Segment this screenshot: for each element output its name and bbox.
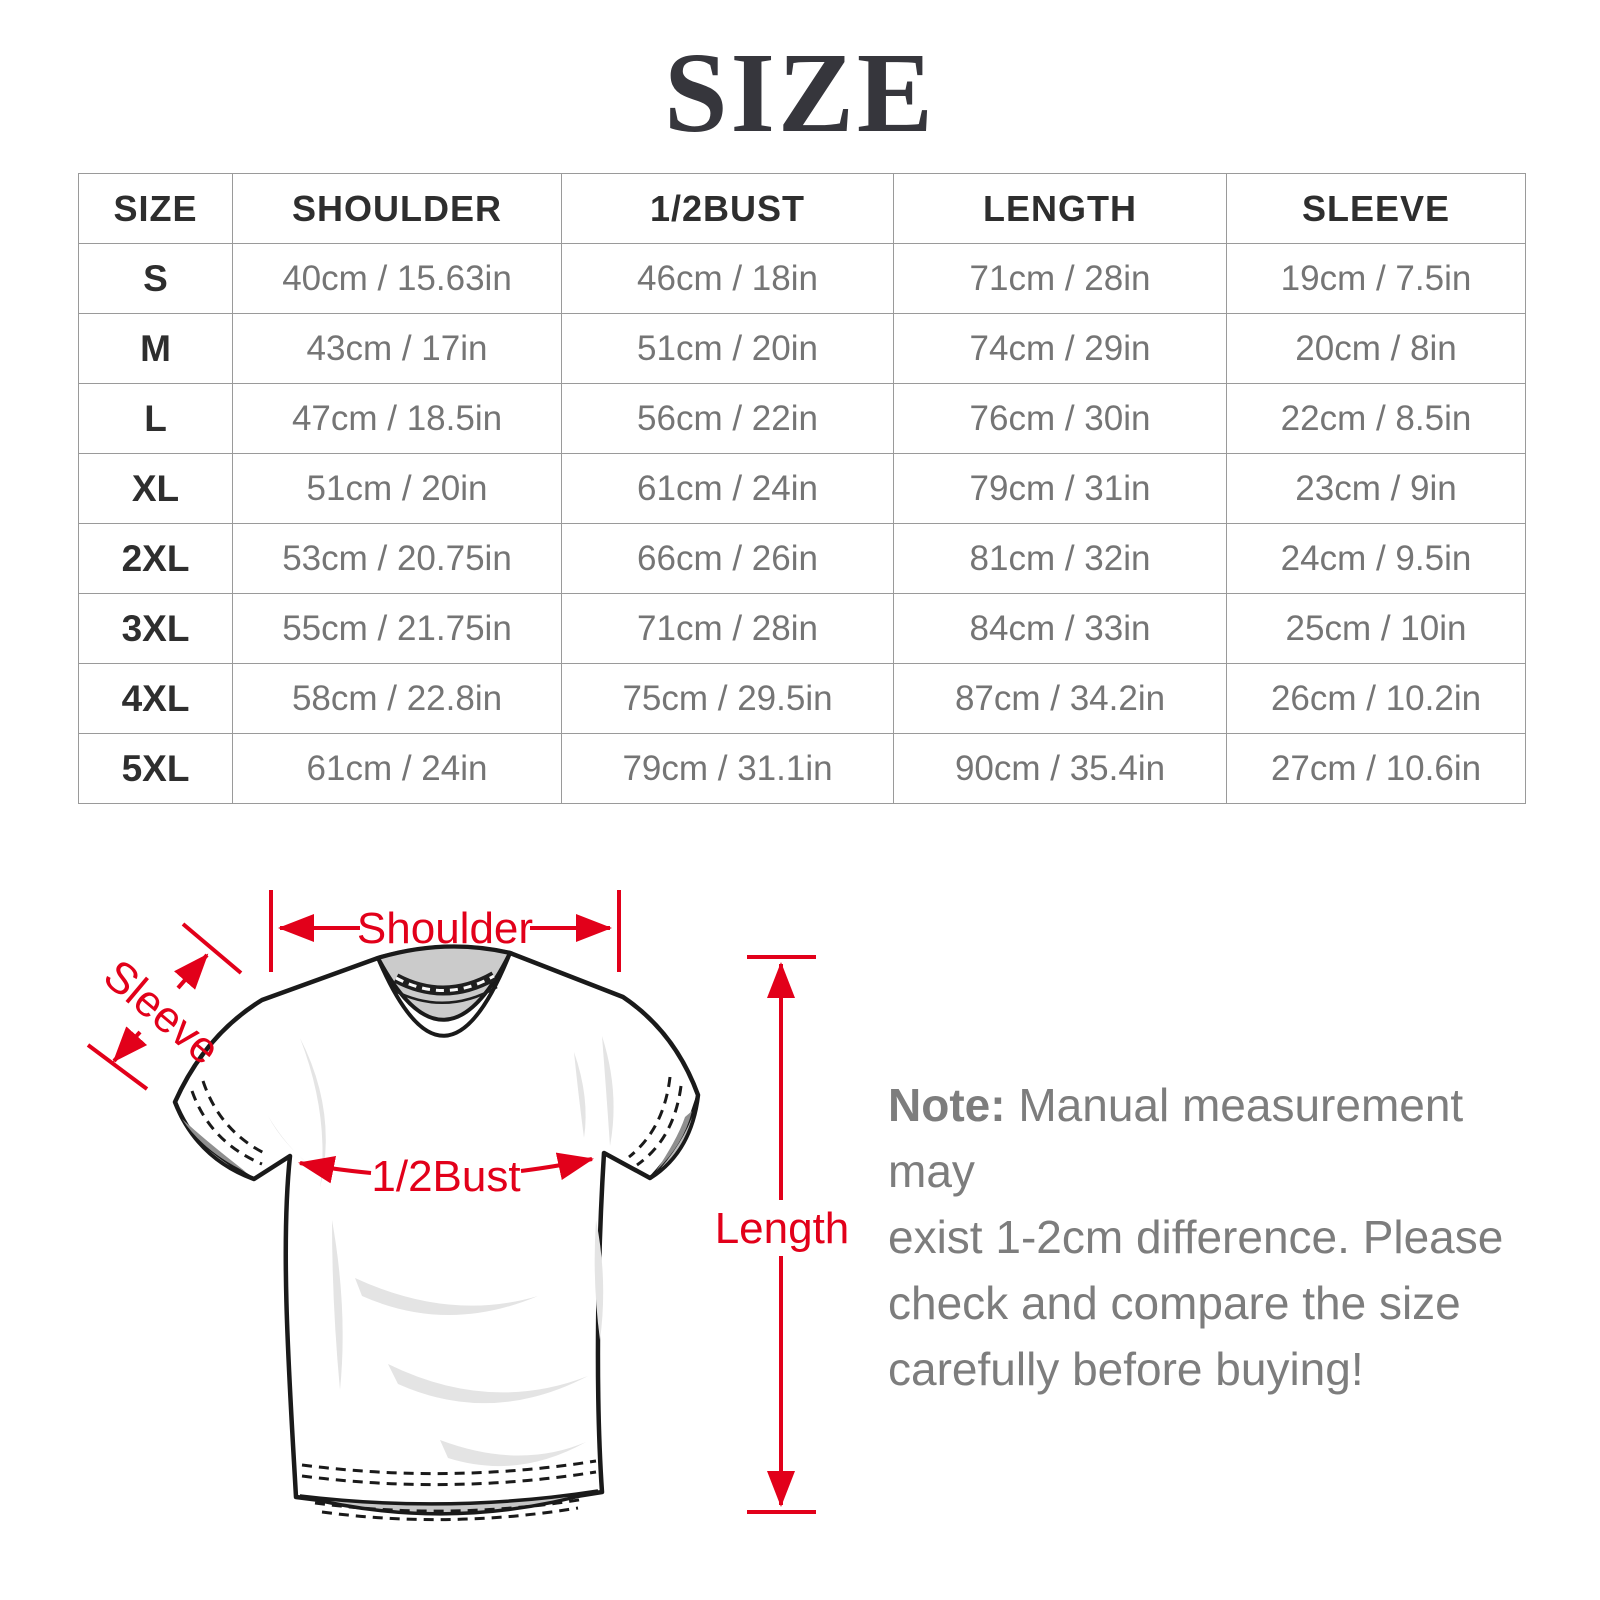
value-cell: 81cm / 32in bbox=[894, 524, 1227, 594]
value-cell: 75cm / 29.5in bbox=[562, 664, 894, 734]
column-header: LENGTH bbox=[894, 174, 1227, 244]
size-cell: M bbox=[79, 314, 233, 384]
value-cell: 43cm / 17in bbox=[233, 314, 562, 384]
table-row bbox=[79, 664, 1526, 734]
size-cell: L bbox=[79, 384, 233, 454]
value-cell: 84cm / 33in bbox=[894, 594, 1227, 664]
value-cell: 71cm / 28in bbox=[894, 244, 1227, 314]
note-line: check and compare the size bbox=[888, 1277, 1461, 1329]
note-label: Note: bbox=[888, 1079, 1006, 1131]
table-header-row bbox=[79, 174, 1526, 244]
size-cell: S bbox=[79, 244, 233, 314]
size-cell: 2XL bbox=[79, 524, 233, 594]
table-row bbox=[79, 524, 1526, 594]
value-cell: 23cm / 9in bbox=[1227, 454, 1526, 524]
value-cell: 51cm / 20in bbox=[233, 454, 562, 524]
length-label: Length bbox=[714, 1204, 850, 1253]
value-cell: 47cm / 18.5in bbox=[233, 384, 562, 454]
tshirt-body bbox=[175, 947, 698, 1507]
value-cell: 71cm / 28in bbox=[562, 594, 894, 664]
value-cell: 27cm / 10.6in bbox=[1227, 734, 1526, 804]
value-cell: 24cm / 9.5in bbox=[1227, 524, 1526, 594]
table-row bbox=[79, 244, 1526, 314]
column-header: SLEEVE bbox=[1227, 174, 1526, 244]
table-row bbox=[79, 314, 1526, 384]
size-table bbox=[78, 173, 1526, 804]
table-row bbox=[79, 384, 1526, 454]
page-title: SIZE bbox=[664, 29, 936, 156]
tshirt-illustration bbox=[175, 947, 698, 1520]
value-cell: 74cm / 29in bbox=[894, 314, 1227, 384]
measurement-diagram bbox=[60, 860, 900, 1600]
value-cell: 26cm / 10.2in bbox=[1227, 664, 1526, 734]
sleeve-arrow-up bbox=[178, 955, 207, 988]
value-cell: 76cm / 30in bbox=[894, 384, 1227, 454]
shoulder-label: Shoulder bbox=[356, 904, 534, 953]
bust-label: 1/2Bust bbox=[371, 1152, 521, 1201]
value-cell: 66cm / 26in bbox=[562, 524, 894, 594]
value-cell: 46cm / 18in bbox=[562, 244, 894, 314]
note-text: Manual measurement may bbox=[888, 1079, 1464, 1197]
column-header: SIZE bbox=[79, 174, 233, 244]
sleeve-arrow-down bbox=[114, 1032, 140, 1061]
value-cell: 79cm / 31.1in bbox=[562, 734, 894, 804]
table-row bbox=[79, 594, 1526, 664]
value-cell: 20cm / 8in bbox=[1227, 314, 1526, 384]
value-cell: 58cm / 22.8in bbox=[233, 664, 562, 734]
sleeve-top-tick bbox=[183, 924, 241, 973]
column-header: SHOULDER bbox=[233, 174, 562, 244]
value-cell: 40cm / 15.63in bbox=[233, 244, 562, 314]
sleeve-label: Sleeve bbox=[94, 950, 229, 1075]
size-cell: 5XL bbox=[79, 734, 233, 804]
value-cell: 90cm / 35.4in bbox=[894, 734, 1227, 804]
note-line: carefully before buying! bbox=[888, 1343, 1364, 1395]
value-cell: 61cm / 24in bbox=[562, 454, 894, 524]
note-block bbox=[888, 1072, 1508, 1402]
size-cell: 4XL bbox=[79, 664, 233, 734]
size-cell: XL bbox=[79, 454, 233, 524]
size-cell: 3XL bbox=[79, 594, 233, 664]
value-cell: 87cm / 34.2in bbox=[894, 664, 1227, 734]
length-arrow bbox=[715, 957, 850, 1512]
value-cell: 51cm / 20in bbox=[562, 314, 894, 384]
value-cell: 22cm / 8.5in bbox=[1227, 384, 1526, 454]
note-line: exist 1-2cm difference. Please bbox=[888, 1211, 1504, 1263]
value-cell: 61cm / 24in bbox=[233, 734, 562, 804]
value-cell: 79cm / 31in bbox=[894, 454, 1227, 524]
table-row bbox=[79, 734, 1526, 804]
note-line bbox=[888, 1072, 1508, 1204]
sleeve-bottom-tick bbox=[88, 1045, 147, 1089]
column-header: 1/2BUST bbox=[562, 174, 894, 244]
value-cell: 25cm / 10in bbox=[1227, 594, 1526, 664]
value-cell: 53cm / 20.75in bbox=[233, 524, 562, 594]
value-cell: 56cm / 22in bbox=[562, 384, 894, 454]
value-cell: 55cm / 21.75in bbox=[233, 594, 562, 664]
value-cell: 19cm / 7.5in bbox=[1227, 244, 1526, 314]
table-row bbox=[79, 454, 1526, 524]
